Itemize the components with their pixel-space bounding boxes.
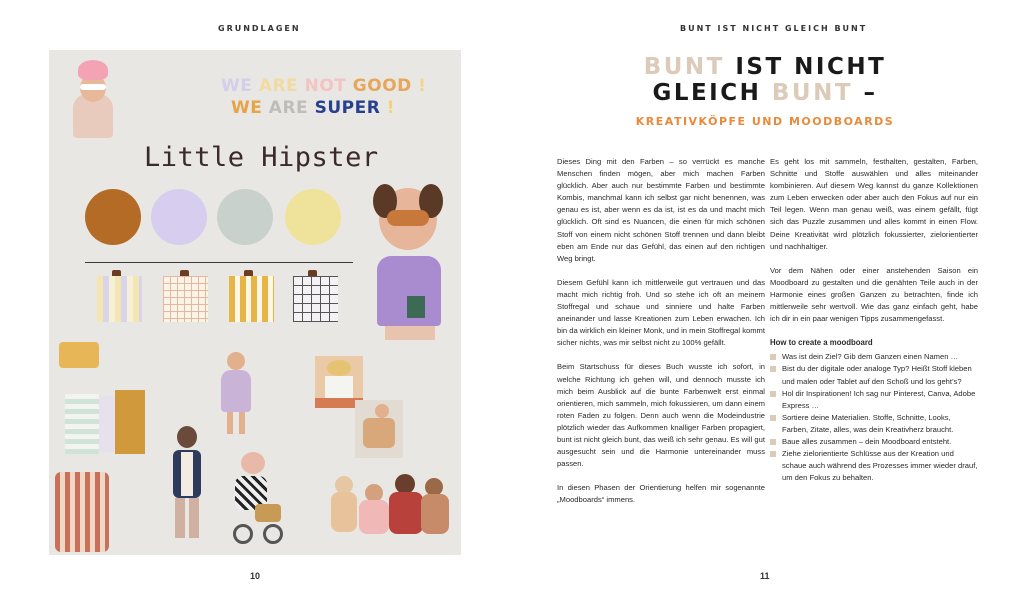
- slogan-word: GOOD: [352, 76, 412, 96]
- how-to-list: [770, 351, 978, 484]
- moodboard-heading: Little Hipster: [144, 142, 379, 173]
- paragraph: Vor dem Nähen oder einer anstehenden Saison ein Moodboard zu gestalten und die genähten Teile auch in der Harmonie eines großen Ganzen zu betrachten, finde ich mittlerweile sehr wertvoll. Wie das ganz einfach geht, habe ich dir in ein paar wenigen Tipps zusammengefasst.: [770, 265, 978, 324]
- slogan-word: SUPER: [314, 98, 381, 118]
- photo-clothes-rack: [59, 342, 151, 468]
- slogan-word: ARE: [268, 98, 309, 118]
- fabric-card-yellow-stripes: [229, 276, 274, 322]
- divider-line: [85, 262, 353, 263]
- paragraph: Diesem Gefühl kann ich mittlerweile gut vertrauen und das macht mich richtig froh. Und so stehe ich oft an meinem Stoffregal und schaue und sinniere und halte Farben aneinander und lasse Kreationen zum Leben erwachen. Ich bin da wirklich ein kleiner Monk, und in mein Stoffregal kommt sicher nichts, was mir selbst nicht zu 100% gefällt.: [557, 277, 765, 348]
- photo-child-stairs: [355, 400, 403, 458]
- photo-toddler-lilac-dress: [217, 350, 255, 438]
- slogan-word: WE: [221, 76, 253, 96]
- list-item: Ziehe zielorientierte Schlüsse aus der Kreation und schaue auch während des Prozesses immer wieder drauf, um den Fokus zu behalten.: [770, 448, 978, 484]
- running-head-left: GRUNDLAGEN: [218, 24, 301, 33]
- title-word-muted: BUNT: [643, 54, 725, 80]
- slogan-word: WE: [231, 98, 263, 118]
- slogan-word: NOT: [304, 76, 347, 96]
- color-swatch-yellow: [285, 189, 341, 245]
- fabric-card-stripes: [97, 276, 142, 322]
- color-swatch-brown: [85, 189, 141, 245]
- title-text: IST NICHT: [724, 54, 887, 80]
- page-number-left: 10: [250, 571, 261, 581]
- slogan-word: !: [380, 98, 395, 118]
- chapter-title-line-1: [600, 54, 930, 80]
- title-word-muted: BUNT: [771, 80, 854, 106]
- photo-girl-pink-hat: [71, 60, 115, 138]
- chapter-subtitle: KREATIVKÖPFE UND MOODBOARDS: [635, 115, 895, 128]
- slogan-line-2: [231, 98, 395, 118]
- list-item: Sortiere deine Materialien. Stoffe, Schnitte, Looks, Farben, Zitate, alles, was dein Kreativherz braucht.: [770, 412, 978, 436]
- how-to-heading: How to create a moodboard: [770, 338, 873, 348]
- list-item: Bist du der digitale oder analoge Typ? Heißt Stoff kleben und malen oder Tablet auf den Schoß und los geht’s?: [770, 363, 978, 387]
- list-item: Was ist dein Ziel? Gib dem Ganzen einen Namen …: [770, 351, 978, 363]
- fabric-card-grid: [163, 276, 208, 322]
- color-swatch-grey: [217, 189, 273, 245]
- title-text: –: [853, 80, 878, 106]
- slogan-line-1: [221, 76, 426, 96]
- page-number-right: 11: [760, 571, 770, 581]
- paragraph: Es geht los mit sammeln, festhalten, gestalten, Farben, Schnitte und Stoffe auswählen und alles miteinander kombinieren. Auf diesem Weg kannst du ganze Kollektionen zum Leben erwecken oder aber auch den Fokus auf nur ein Teil legen. Wenn man genau weiß, was einem gefällt, fügt sich das Puzzle zusammen und alles kommt in einen Flow. Deine Kreativität wird plötzlich fokussierter, zielorientierter und nachhaltiger.: [770, 157, 978, 251]
- paragraph: Dieses Ding mit den Farben – so verrückt es manche Menschen finden mögen, aber mich machen Farben glücklich. Aber auch nur bestimmte Farben und bestimmte Kombis, manchmal kann ich selbst gar nicht benennen, was genau es ist, aber wenn es da ist, ist es da und macht mich glücklich. Oft sind es Nuancen, die einen für mich schönen Stoff von einem nicht schönen Stoff trennen und dann bleibt eben am Ende nur das Gefühl, das einen auf den richtigen Weg bringt.: [557, 157, 765, 263]
- text-column-2: [770, 156, 978, 484]
- running-head-right: BUNT IST NICHT GLEICH BUNT: [680, 24, 868, 33]
- list-item: Hol dir Inspirationen! Ich sag nur Pinterest, Canva, Adobe Express …: [770, 388, 978, 412]
- color-swatch-lavender: [151, 189, 207, 245]
- fabric-card-check: [293, 276, 338, 322]
- photo-boy-balance-bike: [229, 452, 287, 548]
- list-item: Baue alles zusammen – dein Moodboard entsteht.: [770, 436, 978, 448]
- photo-girl-navy-vest: [167, 424, 207, 546]
- chapter-title-line-2: [600, 80, 930, 106]
- moodboard: [49, 50, 461, 555]
- title-text: GLEICH: [652, 80, 772, 106]
- photo-girl-purple-shirt: [357, 184, 457, 342]
- slogan-word: !: [411, 76, 427, 96]
- photo-striped-trousers: [55, 472, 111, 552]
- photo-kids-group: [329, 470, 453, 542]
- paragraph: In diesen Phasen der Orientierung helfen mir sogenannte „Moodboards“ immens.: [557, 483, 765, 505]
- paragraph: Beim Startschuss für dieses Buch wusste ich sofort, in welche Richtung ich gehen will, und dennoch musste ich mich beim Ausblick auf die bunte Farbenwelt erst einmal orientieren, mich sammeln, mich fokussieren, um dann einem roten Faden zu folgen. Denn auch wenn die Modeindustrie plötzlich wieder das Aufkommen knalliger Farben propagiert, bunt ist nicht gleich bunt, das weiß ich sehr genau. Es will gut ausgesucht sein und die Harmonie untereinander muss passen.: [557, 362, 765, 469]
- slogan-word: ARE: [258, 76, 299, 96]
- text-column-1: [557, 156, 765, 518]
